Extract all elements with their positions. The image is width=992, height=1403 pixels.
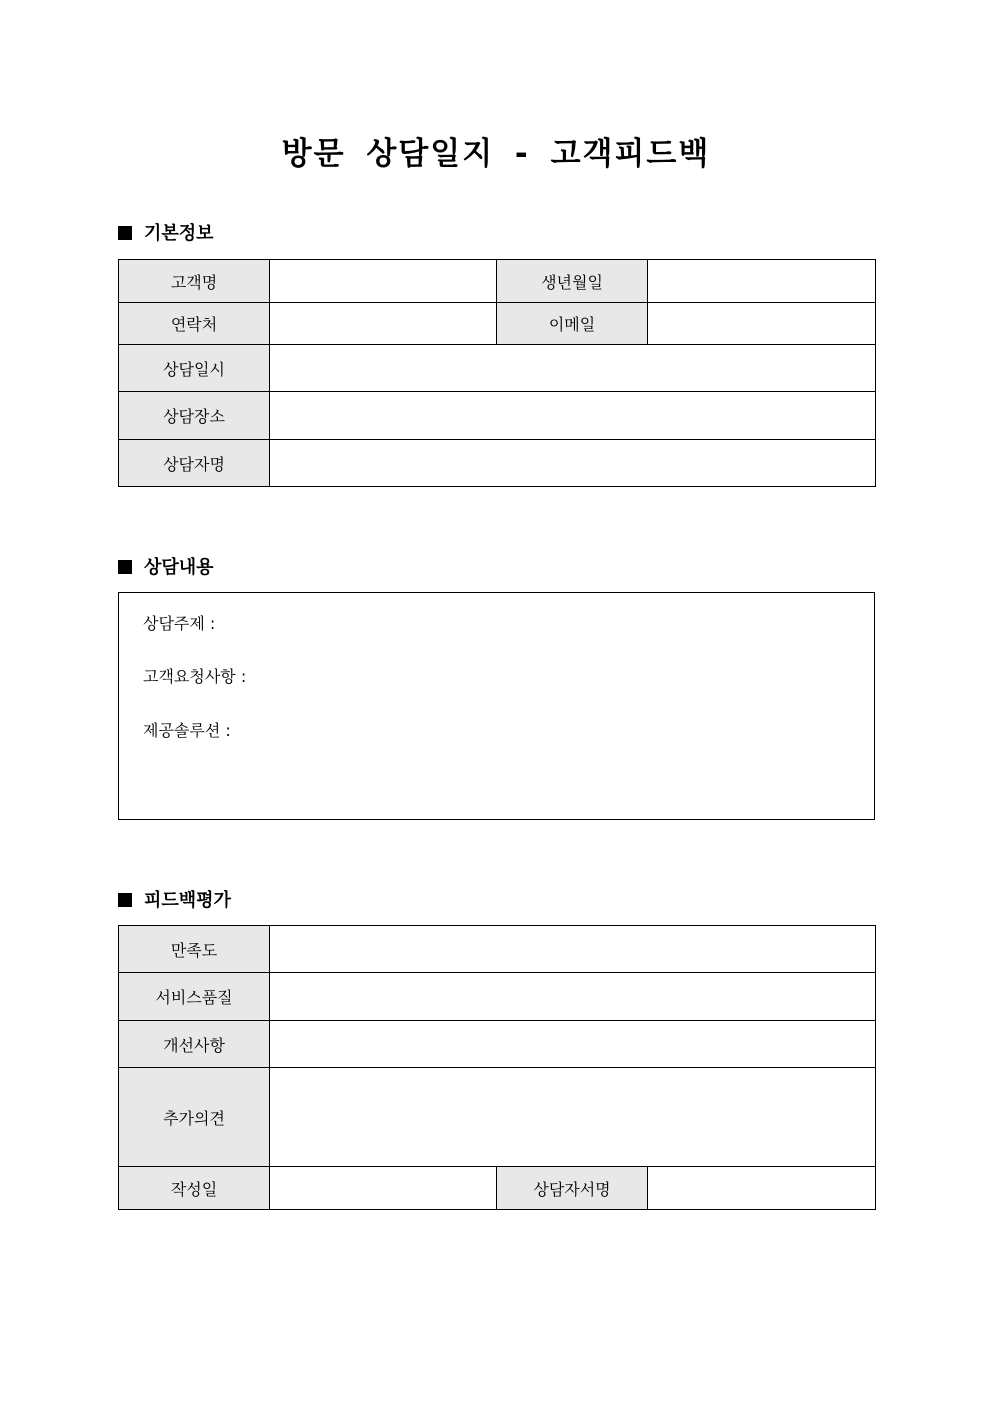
consult-location-label: 상담장소	[119, 392, 270, 440]
page-title: 방문 상담일지 - 고객피드백	[281, 136, 711, 172]
table-row	[119, 1021, 876, 1068]
table-row	[119, 1068, 876, 1167]
written-date-label: 작성일	[119, 1167, 270, 1210]
satisfaction-label: 만족도	[119, 926, 270, 973]
section-heading-basic-info	[118, 222, 214, 246]
email-label: 이메일	[497, 303, 648, 345]
service-quality-field[interactable]	[270, 973, 876, 1021]
consultant-signature-label: 상담자서명	[497, 1167, 648, 1210]
section-heading-feedback	[118, 889, 231, 913]
section-heading-consult-content	[118, 556, 214, 580]
consult-topic-label: 상담주제 :	[143, 614, 216, 633]
square-bullet-icon	[118, 226, 132, 240]
customer-name-label: 고객명	[119, 260, 270, 303]
consultant-name-label: 상담자명	[119, 440, 270, 487]
birthdate-field[interactable]	[648, 260, 876, 303]
table-row	[119, 973, 876, 1021]
improvements-field[interactable]	[270, 1021, 876, 1068]
additional-comments-field[interactable]	[270, 1068, 876, 1167]
customer-request-label: 고객요청사항 :	[143, 667, 247, 686]
consultant-name-field[interactable]	[270, 440, 876, 487]
table-row	[119, 1167, 876, 1210]
consultant-signature-field[interactable]	[648, 1167, 876, 1210]
customer-name-field[interactable]	[270, 260, 497, 303]
table-row	[119, 303, 876, 345]
section-heading-label: 기본정보	[144, 223, 214, 244]
birthdate-label: 생년월일	[497, 260, 648, 303]
feedback-table	[118, 925, 876, 1210]
consult-content-box[interactable]	[118, 592, 875, 820]
improvements-label: 개선사항	[119, 1021, 270, 1068]
written-date-field[interactable]	[270, 1167, 497, 1210]
additional-comments-label: 추가의견	[119, 1068, 270, 1167]
square-bullet-icon	[118, 893, 132, 907]
service-quality-label: 서비스품질	[119, 973, 270, 1021]
section-heading-label: 상담내용	[144, 557, 214, 578]
contact-field[interactable]	[270, 303, 497, 345]
table-row	[119, 440, 876, 487]
provided-solution-label: 제공솔루션 :	[143, 721, 231, 740]
section-heading-label: 피드백평가	[144, 890, 231, 911]
table-row	[119, 345, 876, 392]
consult-datetime-label: 상담일시	[119, 345, 270, 392]
table-row	[119, 392, 876, 440]
basic-info-table	[118, 259, 876, 487]
square-bullet-icon	[118, 560, 132, 574]
table-row	[119, 260, 876, 303]
email-field[interactable]	[648, 303, 876, 345]
consult-datetime-field[interactable]	[270, 345, 876, 392]
contact-label: 연락처	[119, 303, 270, 345]
satisfaction-field[interactable]	[270, 926, 876, 973]
table-row	[119, 926, 876, 973]
consult-location-field[interactable]	[270, 392, 876, 440]
